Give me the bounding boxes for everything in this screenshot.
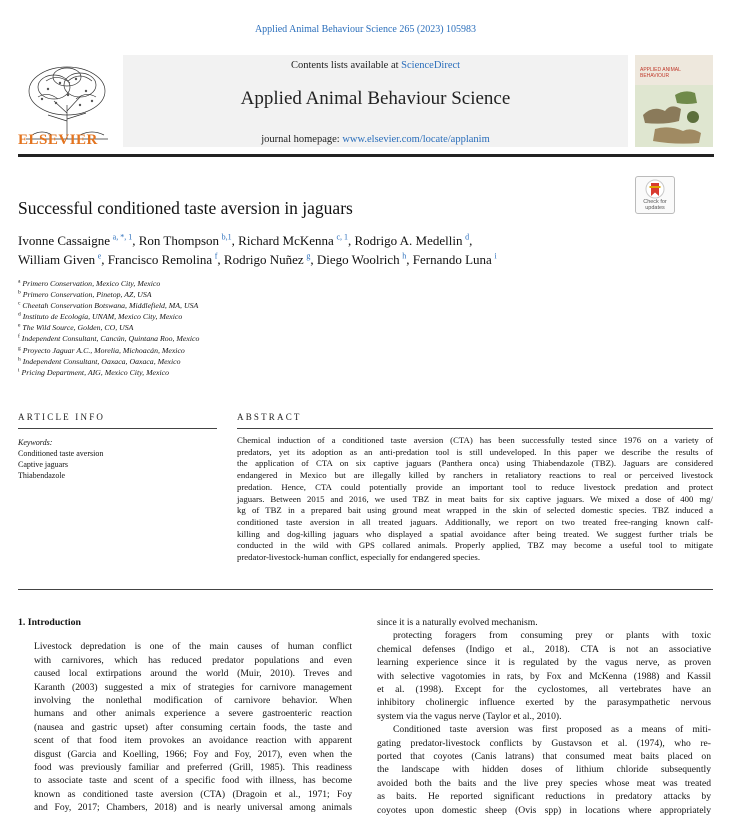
- author-name: Diego Woolrich: [316, 252, 400, 267]
- affiliation-text: Independent Consultant, Cancún, Quintana Roo, Mexico: [21, 334, 200, 344]
- cover-title-line-1: APPLIED ANIMAL: [640, 67, 681, 73]
- body-line: Livestock depredation is one of the main causes of human conflict: [34, 641, 352, 653]
- keyword-item: Captive jaguars: [18, 460, 68, 469]
- author-affiliation-link[interactable]: a, *, 1: [112, 232, 133, 242]
- affiliation-text: Cheetah Conservation Botswana, Middlefield, MA, USA: [22, 301, 199, 311]
- author-name: Fernando Luna: [412, 252, 492, 267]
- affiliation-key: e: [18, 322, 21, 329]
- body-line: inhibitory cholinergic influence exerted by the parasympathetic nervous: [377, 697, 711, 709]
- affiliation-key: g: [18, 344, 21, 351]
- journal-cover-thumbnail[interactable]: [635, 55, 713, 147]
- body-line: system via the vagus nerve (Taylor et al., 2010).: [377, 710, 562, 722]
- journal-header-box: [123, 55, 628, 147]
- body-line: et al. (1998). Except for the cyclostomes, all vertebrates have an: [377, 684, 711, 696]
- check-for-updates-badge[interactable]: [635, 176, 675, 214]
- body-column-left: [18, 616, 352, 815]
- keyword-item: Conditioned taste aversion: [18, 449, 104, 458]
- keywords-label: Keywords:: [18, 438, 53, 447]
- body-line: as baits. He reported significant reductions in predatory attacks by: [377, 791, 711, 803]
- body-paragraph: [377, 723, 711, 817]
- author-name: Ron Thompson: [138, 233, 220, 248]
- abstract-line: predator-livestock-human conflict, especially for endangered species.: [237, 552, 481, 563]
- article-info-rule: [18, 428, 217, 429]
- body-line: protecting foragers from consuming prey or plants with toxic: [393, 630, 711, 642]
- abstract-line: killing and dog-killing jaguars who displayed a spatial avoidance after being treated. We suggest further trials be: [237, 528, 713, 539]
- affiliation-text: Instituto de Ecología, UNAM, Mexico City, Mexico: [22, 312, 183, 322]
- affiliation-key: a: [18, 278, 21, 285]
- check-updates-label: [636, 199, 674, 211]
- body-line: Karanth (2003) suggested a mix of strategies for carnivore management: [34, 681, 352, 693]
- body-line: scent of that food item provokes an avoidance reaction with apparent: [34, 735, 352, 747]
- author-name: Rodrigo A. Medellin: [354, 233, 463, 248]
- journal-citation[interactable]: Applied Animal Behaviour Science 265 (2023) 105983: [254, 24, 477, 35]
- body-paragraph: [18, 640, 352, 814]
- body-line: to associate taste and scent of a specific food with illness, has become: [34, 775, 352, 787]
- affiliation-key: b: [18, 289, 21, 296]
- body-paragraph: [377, 616, 711, 629]
- abstract-line: kg of TBZ in a prepared bait using ground meat wrapped in the skin of selected domestic species. TBZ induced a: [237, 505, 713, 516]
- affiliation-list: [18, 278, 418, 378]
- abstract-line: predators, yet its adoption as an anti-predation tool is still undeveloped. In this paper we describe the results of: [237, 446, 713, 457]
- abstract-rule: [237, 428, 713, 429]
- affiliation-key: h: [18, 356, 21, 363]
- affiliation-text: Proyecto Jaguar A.C., Morelia, Michoacán, Mexico: [22, 345, 185, 355]
- abstract-line: conditioned taste aversion in all treated jaguars. Additionally, we report on two treated free-ranging known calf-: [237, 516, 713, 527]
- affiliation-item: [18, 333, 418, 344]
- body-line: coyotes upon domestic sheep (Ovis spp) in locations where appropriately: [377, 804, 711, 816]
- body-line: disgust (Garcia and Koelling, 1966; Foy and Foy, 2017), even when the: [34, 748, 352, 760]
- author-affiliation-link[interactable]: f: [214, 251, 218, 261]
- abstract-heading: ABSTRACT: [237, 412, 302, 422]
- author-name: Ivonne Cassaigne: [18, 233, 111, 248]
- section-heading-introduction: 1. Introduction: [18, 617, 81, 628]
- affiliation-text: Independent Consultant, Oaxaca, Oaxaca, Mexico: [22, 356, 181, 366]
- sciencedirect-link[interactable]: ScienceDirect: [401, 60, 461, 71]
- affiliation-key: c: [18, 300, 21, 307]
- body-paragraph: [377, 643, 711, 723]
- author-affiliation-link[interactable]: g: [306, 251, 311, 261]
- affiliation-item: [18, 289, 418, 300]
- abstract-text: [237, 435, 713, 564]
- contents-prefix: Contents lists available at: [290, 60, 402, 71]
- author-name: Francisco Remolina: [107, 252, 213, 267]
- body-paragraph: [377, 629, 711, 642]
- publisher-name[interactable]: ELSEVIER: [18, 132, 98, 148]
- body-line: and Foy, 2017; Chambers, 2018) and is nearly universal among animals: [34, 802, 352, 814]
- author-affiliation-link[interactable]: b,1: [221, 232, 232, 242]
- body-line: known as conditioned taste aversion (CTA) (Dragoin et al., 1971; Foy: [34, 788, 352, 800]
- affiliation-text: Primero Conservation, Pinetop, AZ, USA: [22, 290, 152, 300]
- author-affiliation-link[interactable]: c, 1: [336, 232, 348, 242]
- body-column-right: [377, 616, 711, 817]
- affiliation-item: [18, 345, 418, 356]
- check-updates-line-2: updates: [645, 205, 665, 211]
- affiliation-item: [18, 278, 418, 289]
- body-line: with carnivores, which has reduced predator populations and even: [34, 654, 352, 666]
- check-updates-line-1: Check for: [643, 199, 667, 205]
- body-line: learning experience since it is regulated by the vagus nerve, as proven: [377, 657, 711, 669]
- cover-title-line-2: BEHAVIOUR: [640, 73, 670, 79]
- bookmark-update-icon: [645, 179, 665, 201]
- body-line: Conditioned taste aversion was first proposed as a means of miti-: [393, 724, 711, 736]
- cover-animals-illustration: [635, 55, 713, 147]
- abstract-line: endangered in Mexico but are illegally killed by ranchers in retaliatory reactions to real or perceived livestock: [237, 470, 713, 481]
- abstract-line: the application of CTA on six captive jaguars (Panthera onca) using Thiabendazole (TBZ). Jaguars are considered: [237, 458, 713, 469]
- body-line: humans and other animals experience a severe gastroenteric reaction: [34, 708, 352, 720]
- header-rule: [18, 154, 714, 157]
- abstract-bottom-rule: [18, 589, 713, 590]
- affiliation-item: [18, 322, 418, 333]
- article-title: Successful conditioned taste aversion in jaguars: [18, 198, 353, 218]
- author-affiliation-link[interactable]: h: [402, 251, 407, 261]
- author-affiliation-link[interactable]: i: [494, 251, 497, 261]
- body-line: involving the nonlethal modification of carnivore behavior. When: [34, 695, 352, 707]
- body-line: (nausea and gastric upset) after consuming certain foods, the taste and: [34, 721, 352, 733]
- keywords-block: [18, 437, 103, 481]
- body-line: ported that coyotes (Canis latrans) that consumed meat baits placed on: [377, 751, 711, 763]
- affiliation-text: The Wild Source, Golden, CO, USA: [22, 323, 134, 333]
- affiliation-key: i: [18, 367, 20, 374]
- affiliation-text: Pricing Department, AIG, Mexico City, Mexico: [21, 367, 170, 377]
- author-name: William Given: [18, 252, 96, 267]
- affiliation-key: f: [18, 333, 20, 340]
- homepage-prefix: journal homepage:: [261, 134, 343, 145]
- abstract-line: jaguars. Between 2015 and 2016, we used TBZ in meat baits for six captive jaguars. We mixed a dose of 400 mg/: [237, 493, 713, 504]
- author-affiliation-link[interactable]: e: [97, 251, 102, 261]
- abstract-line: conducted in the wild with GPS collared animals. Properly applied, TBZ may become a useful tool to mitigate: [237, 540, 713, 551]
- affiliation-item: [18, 300, 418, 311]
- affiliation-item: [18, 311, 418, 322]
- homepage-line: [123, 134, 628, 145]
- journal-homepage-link[interactable]: www.elsevier.com/locate/applanim: [342, 134, 490, 145]
- body-line: since it is a naturally evolved mechanism.: [377, 617, 538, 628]
- author-name: Richard McKenna: [238, 233, 334, 248]
- body-line: with selective vagotomies in rats, by Fox and McKenna (1988) and Kassil: [377, 670, 711, 682]
- abstract-line: predation. Hence, CTA could potentially provide an important tool to reduce livestock predation and protect: [237, 481, 713, 492]
- affiliation-item: [18, 356, 418, 367]
- body-line: chemical defenses (Indigo et al., 2018). CTA is not an associative: [377, 643, 711, 655]
- affiliation-text: Primero Conservation, Mexico City, Mexico: [22, 279, 161, 288]
- body-line: gating predator-livestock conflicts by Gustavson et al. (1974), who re-: [377, 737, 711, 749]
- affiliation-key: d: [18, 311, 21, 318]
- author-affiliation-link[interactable]: d: [465, 232, 470, 242]
- body-line: the landscape with hidden doses of lithium chloride subsequently: [377, 764, 711, 776]
- body-line: avoided both the baits and the live prey species whose meat was treated: [377, 777, 711, 789]
- author-name: Rodrigo Nuñez: [223, 252, 304, 267]
- keyword-item: Thiabendazole: [18, 471, 66, 480]
- body-line: food was previously familiar and preferred (Grill, 1985). This readiness: [34, 762, 352, 774]
- article-info-heading: ARTICLE INFO: [18, 412, 106, 422]
- abstract-line: Chemical induction of a conditioned taste aversion (CTA) has been successfully tested since 1976 on a variety of: [237, 435, 713, 445]
- journal-name[interactable]: Applied Animal Behaviour Science: [240, 88, 511, 109]
- author-list: Ivonne Cassaigne $^{a, *, 1}$, Ron Thompson $^{b,1}$, Richard McKenna $^{c, 1}$, Rodrigo A. Medellin $^d$, William Given $^e$, Francisco Remolina $^f$, Rodrigo Nuñez $^g$, Diego Woolrich $^h$, Fernando Luna $^i$: [18, 232, 497, 267]
- affiliation-item: [18, 367, 418, 378]
- body-line: caused local extirpations around the world (Muir, 2010). Treves and: [34, 668, 352, 680]
- contents-line: [123, 60, 628, 71]
